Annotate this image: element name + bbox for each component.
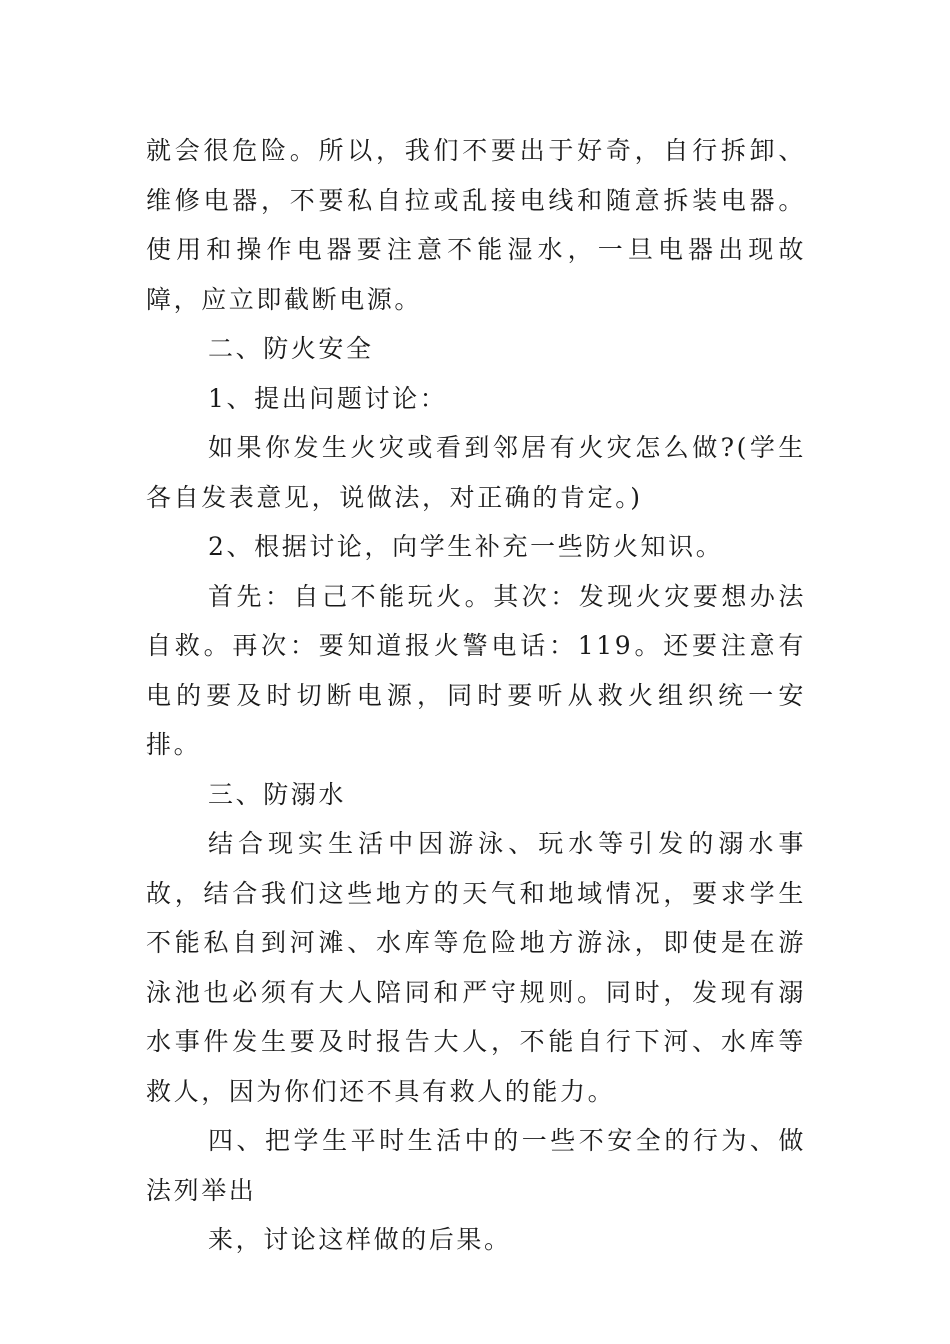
heading-drowning-prevention: 三、防溺水 <box>208 779 347 809</box>
heading-fire-safety: 二、防火安全 <box>208 334 374 363</box>
document-body <box>146 126 806 1265</box>
paragraph-fire-scenario: 如果你发生火灾或看到邻居有火灾怎么做?(学生各自发表意见，说做法，对正确的肯定。) <box>146 433 806 512</box>
paragraph-discussion-question: 1、提出问题讨论： <box>208 383 448 413</box>
paragraph-electrical-safety-continued: 就会很危险。所以，我们不要出于好奇，自行拆卸、维修电器，不要私自拉或乱接电线和随意拆装电器。使用和操作电器要注意不能湿水，一旦电器出现故障，应立即截断电源。 <box>146 136 806 314</box>
heading-unsafe-behaviors: 四、把学生平时生活中的一些不安全的行为、做法列举出 <box>146 1126 806 1205</box>
paragraph-fire-knowledge: 2、根据讨论，向学生补充一些防火知识。 <box>208 532 724 561</box>
paragraph-drowning-details: 结合现实生活中因游泳、玩水等引发的溺水事故，结合我们这些地方的天气和地域情况，要求学生不能私自到河滩、水库等危险地方游泳，即使是在游泳池也必须有大人陪同和严守规则。同时，发现有溺水事件发生要及时报告大人，不能自行下河、水库等救人，因为你们还不具有救人的能力。 <box>146 829 806 1106</box>
paragraph-fire-steps: 首先：自己不能玩火。其次：发现火灾要想办法自救。再次：要知道报火警电话：119。还要注意有电的要及时切断电源，同时要听从救火组织统一安排。 <box>146 581 806 759</box>
paragraph-unsafe-behaviors-continued: 来，讨论这样做的后果。 <box>208 1225 512 1254</box>
